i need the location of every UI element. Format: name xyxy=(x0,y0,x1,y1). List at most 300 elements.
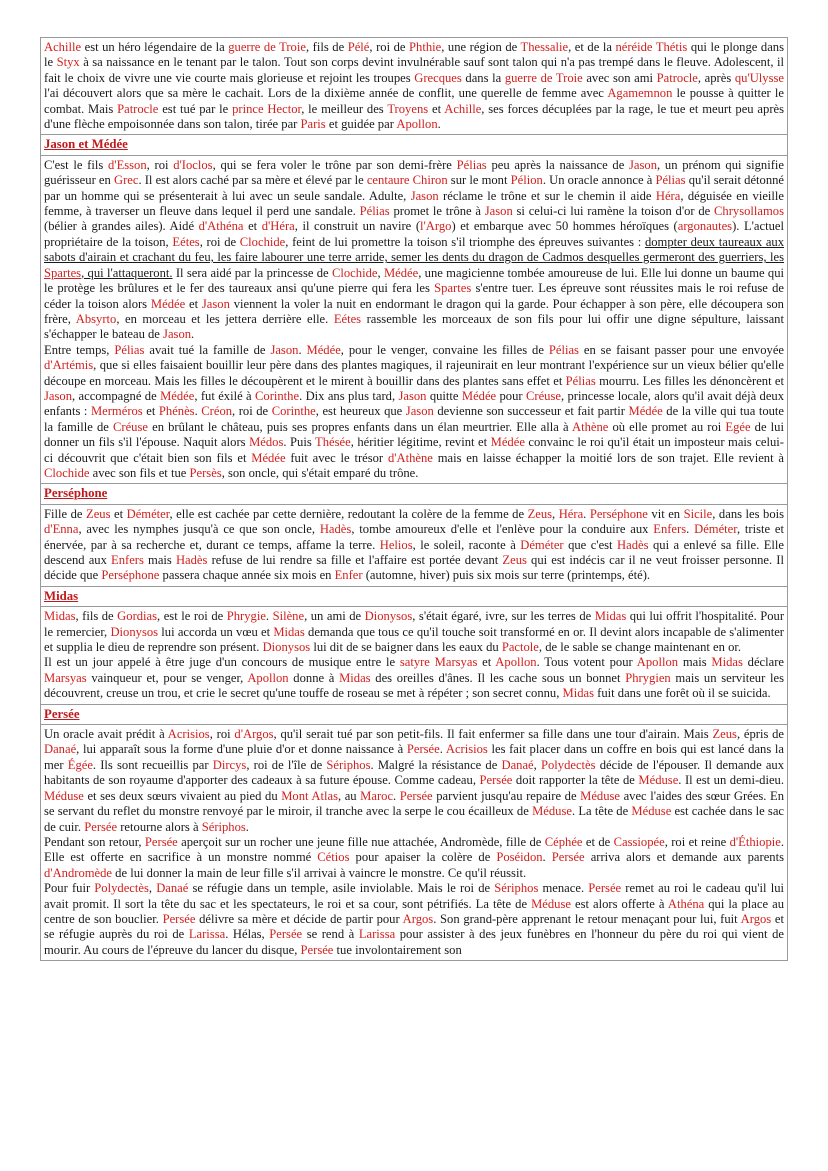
text-run: (automne, hiver) puis six mois sur terre (printemps, été). xyxy=(362,568,651,583)
mythology-name: Méduse xyxy=(631,804,672,819)
mythology-name: Absyrto xyxy=(75,311,117,326)
persephone-heading-row xyxy=(41,484,788,504)
text-run: peu après la naissance de xyxy=(486,157,630,172)
section-title-jason-medee: Jason et Médée xyxy=(44,137,128,152)
mythology-name: Pélias xyxy=(655,173,686,188)
text-run: . xyxy=(439,742,446,757)
mythology-name: Perséphone xyxy=(101,568,160,583)
mythology-name: Dionysos xyxy=(262,640,311,655)
mythology-name: Enfers xyxy=(111,553,144,567)
mythology-name: Enfers xyxy=(653,522,687,537)
mythology-name: Méduse xyxy=(580,788,620,803)
text-run: décide de l'épouser. Il demande aux habitants de son royaume d'apporter des cadeaux à sa future épouse. Comme cadeau, xyxy=(44,757,785,788)
mythology-name: Grec xyxy=(113,173,139,188)
text-run: où elle promet au roi xyxy=(608,419,726,434)
text-run: et xyxy=(142,404,159,419)
mythology-name: Corinthe xyxy=(271,404,316,419)
paragraph xyxy=(44,40,784,132)
text-run: l'ai découvert alors que sa mère le cachait. Lors de la dixième année de conflit, une querelle de femme avec xyxy=(44,86,608,101)
mythology-name: Eétes xyxy=(333,311,362,326)
text-run: . xyxy=(686,522,695,537)
mythology-name: Midas xyxy=(711,655,743,670)
text-run: , accompagné de xyxy=(72,388,161,403)
text-run: ) et embarque avec 50 hommes héroïques ( xyxy=(451,219,678,234)
text-run: mais xyxy=(143,553,176,567)
paragraph xyxy=(44,343,784,482)
text-run: mourru. Les filles les dénoncèrent et xyxy=(595,373,785,388)
mythology-name: Agamemnon xyxy=(607,86,673,101)
mythology-name: Larissa xyxy=(358,927,396,942)
mythology-name: Clochide xyxy=(239,234,286,249)
mythology-name: Corinthe xyxy=(255,388,300,403)
text-run: et xyxy=(428,101,445,116)
persee-body xyxy=(41,725,788,961)
mythology-name: Patrocle xyxy=(117,101,159,116)
mythology-name: d'Ioclos xyxy=(173,157,213,172)
text-run: , est heureux que xyxy=(315,404,406,419)
mythology-name: d'Esson xyxy=(108,157,147,172)
mythology-name: Egée xyxy=(725,419,751,434)
mythology-name: Créuse xyxy=(525,388,561,403)
jason-medee-body xyxy=(41,155,788,484)
mythology-name: Zeus xyxy=(502,553,527,567)
mythology-name: Poséidon xyxy=(496,850,543,865)
text-run: Il est un jour appelé à être juge d'un concours de musique entre le xyxy=(44,655,400,670)
midas-row xyxy=(41,607,788,704)
text-run: . xyxy=(583,506,590,521)
text-run: est alors offerte à xyxy=(570,896,668,911)
text-run: . Hélas, xyxy=(225,927,270,942)
mythology-name: Médée xyxy=(461,388,497,403)
mythology-name: Médée xyxy=(628,404,663,419)
text-run: Fille de xyxy=(44,506,86,521)
text-run: sur le mont xyxy=(447,173,511,188)
text-run: lui accorda un vœu et xyxy=(158,624,274,639)
text-run: des oreilles d'ânes. Il les cache sous un bonnet xyxy=(370,670,626,685)
text-run: . xyxy=(191,327,195,342)
section-title-midas: Midas xyxy=(44,588,79,603)
text-run: dompter deux taureaux aux sabots d'airain et crachant du feu, les faire labourer une terre arride, semer les dents du dragon de Cadmos desquelles germeront des guerriers, les xyxy=(44,234,784,265)
mythology-name: Phthie xyxy=(409,40,442,54)
text-run: . Il est alors caché par sa mère et élevé par le xyxy=(138,173,367,188)
mythology-name: Grecques xyxy=(414,70,462,85)
text-run: qui est indécis car il ne veut froisser personne. Il décide que xyxy=(44,553,784,583)
paragraph xyxy=(44,655,784,701)
text-run: , qui l'attaqueront. xyxy=(81,265,173,280)
text-run: et xyxy=(477,655,496,670)
text-run: . Il est un demi-dieu. xyxy=(678,773,784,788)
mythology-name: Sériphos xyxy=(326,757,371,772)
mythology-name: Jason xyxy=(163,327,192,342)
mythology-name: Dionysos xyxy=(364,609,413,624)
text-run: , pour le venger, convaine les filles de xyxy=(340,342,549,357)
persee-row xyxy=(41,725,788,961)
text-run: , roi de xyxy=(199,234,240,249)
mythology-name: Midas xyxy=(273,624,305,639)
persephone-body xyxy=(41,504,788,586)
mythology-name: Acrisios xyxy=(445,742,488,757)
mythology-name: d'Artémis xyxy=(44,358,94,373)
text-run: , avec les nymphes jusqu'à ce que son oncle, xyxy=(78,522,320,537)
mythology-name: Céphée xyxy=(544,834,583,849)
text-run: Entre temps, xyxy=(44,342,115,357)
paragraph xyxy=(44,158,784,343)
mythology-name: prince Hector xyxy=(232,101,302,116)
text-run: . Tous votent pour xyxy=(536,655,637,670)
text-run: . Ils sont recueillis par xyxy=(92,757,213,772)
mythology-name: Persée xyxy=(144,834,178,849)
mythology-name: Zeus xyxy=(86,506,111,521)
text-run: Il sera aidé par la princesse de xyxy=(172,265,332,280)
mythology-name: Déméter xyxy=(694,522,737,537)
mythology-name: Thessalie xyxy=(520,40,569,54)
text-run: Pour fuir xyxy=(44,881,95,896)
text-run: fuit avec le trésor xyxy=(285,450,388,465)
text-run: doit rapporter la tête de xyxy=(512,773,639,788)
text-run: et se réfugie auprès du roi de xyxy=(44,911,784,942)
text-run: arriva alors et demande aux parents xyxy=(584,850,784,865)
text-run: , feint de lui promettre la toison s'il triomphe des épreuves suivantes : xyxy=(285,234,645,249)
mythology-name: Méduse xyxy=(531,896,571,911)
mythology-name: Larissa xyxy=(188,927,226,942)
text-run: de la ville qui tua toute la famille de xyxy=(44,404,784,434)
mythology-name: Phrygien xyxy=(625,670,671,685)
text-run: (bélier à grandes ailes). Aidé xyxy=(44,219,199,234)
mythology-name: Danaé xyxy=(156,881,189,896)
text-run: avec son fils et tue xyxy=(89,465,190,480)
text-run: et xyxy=(185,296,202,311)
mythology-name: Thésée xyxy=(315,435,351,450)
text-run: , roi xyxy=(209,727,235,742)
mythology-name: Pélias xyxy=(456,157,487,172)
mythology-name: Danaé xyxy=(44,742,77,757)
mythology-name: Argos xyxy=(740,911,772,926)
text-run: , fut éxilé à xyxy=(194,388,255,403)
mythology-name: d'Héra xyxy=(261,219,295,234)
mythology-name: Égée xyxy=(67,757,93,772)
mythology-name: Pélias xyxy=(114,342,145,357)
mythology-name: Sériphos xyxy=(494,881,539,896)
text-run: , s'était égaré, ivre, sur les terres de xyxy=(412,609,595,624)
mythology-name: Dionysos xyxy=(110,624,159,639)
mythology-name: Merméros xyxy=(90,404,143,419)
mythology-name: d'Argos xyxy=(234,727,274,742)
mythology-name: Clochide xyxy=(44,465,90,480)
midas-heading-cell xyxy=(41,586,788,606)
text-run: quitte xyxy=(426,388,462,403)
mythology-name: Pélion xyxy=(510,173,543,188)
text-run: , tombe amoureux d'elle et l'enlève pour la conduire aux xyxy=(351,522,654,537)
mythology-name: guerre de Troie xyxy=(228,40,306,54)
mythology-name: Gordias xyxy=(117,609,158,624)
text-run: , en morceau et les jettera derrière elle. xyxy=(116,311,334,326)
text-run: se réfugie dans un temple, asile inviolable. Mais le roi de xyxy=(188,881,495,896)
text-run: est cachée dans le sac de cuir. xyxy=(44,804,785,834)
mythology-name: Hadès xyxy=(617,537,649,552)
mythology-name: Pélé xyxy=(347,40,370,54)
text-run: . xyxy=(194,404,202,419)
mythology-name: Midas xyxy=(339,670,371,685)
text-run: , xyxy=(377,265,384,280)
text-run: , son oncle, qui s'était emparé du trône. xyxy=(221,465,419,480)
mythology-name: Jason xyxy=(484,204,513,219)
text-run: qui le plonge dans le xyxy=(44,40,784,70)
mythology-name: Persée xyxy=(406,742,440,757)
text-run: est un héro légendaire de la xyxy=(81,40,229,54)
mythology-name: Sériphos xyxy=(201,819,246,834)
text-run: . xyxy=(437,117,441,132)
text-run: , un prénom qui signifie guérisseur en xyxy=(44,157,784,188)
text-run: pour xyxy=(496,388,526,403)
mythology-name: Persée xyxy=(399,788,433,803)
mythology-name: Pactole xyxy=(501,640,539,655)
paragraph xyxy=(44,507,784,584)
text-run: qu'il serait détonné par un homme qui se présenterait à lui avec un seule sandale. Adulte, xyxy=(44,173,785,203)
mythology-name: Héra xyxy=(558,506,584,521)
mythology-name: Médée xyxy=(383,265,419,280)
text-run: , xyxy=(552,506,559,521)
text-run: remet au roi le cadeau qu'il lui avait promit. Il sort la tête du sac et les spectateurs, le roi et sa cour, sont pétrifiés. La tête de xyxy=(44,881,784,911)
text-run: . xyxy=(265,609,273,624)
text-run: mais xyxy=(678,655,712,670)
mythology-name: Enfer xyxy=(334,568,363,583)
mythology-name: Chrysollamos xyxy=(714,204,784,219)
persephone-heading-cell xyxy=(41,484,788,504)
text-run: et de xyxy=(582,834,614,849)
mythology-name: Athéna xyxy=(667,896,705,911)
mythology-name: Troyens xyxy=(387,101,429,116)
text-run: donne à xyxy=(288,670,340,685)
text-run: devienne son successeur et fait partir xyxy=(433,404,629,419)
text-run: , au xyxy=(337,788,361,803)
mythology-name: guerre de Troie xyxy=(504,70,583,85)
mythology-name: Apollon xyxy=(247,670,289,685)
mythology-name: néréide Thétis xyxy=(615,40,688,54)
text-run: . Dix ans plus tard, xyxy=(299,388,399,403)
mythology-name: Perséphone xyxy=(589,506,648,521)
mythology-name: Patrocle xyxy=(656,70,698,85)
mythology-name: Mont Atlas xyxy=(281,788,338,803)
mythology-name: d'Athéna xyxy=(198,219,244,234)
mythology-name: Spartes xyxy=(434,281,472,296)
text-run: avec son ami xyxy=(582,70,657,85)
text-run: tue involontairement son xyxy=(333,942,462,957)
text-run: les fait placer dans un coffre en bois qui est lancé dans la mer xyxy=(44,742,784,772)
text-run: en brûlant le château, puis ses propres enfants dans un élan meurtrier. Elle alla à xyxy=(147,419,572,434)
text-run: , après xyxy=(697,70,735,85)
text-run: réclame le trône et sur le chemin il aide xyxy=(438,188,656,203)
text-run: déclare xyxy=(742,655,784,670)
mythology-name: Pélias xyxy=(548,342,579,357)
mythology-name: Médée xyxy=(251,450,286,465)
mythology-name: Acrisios xyxy=(167,727,210,742)
text-run: , ses forces décuplées par la rage, le tue et meurt peu après d'une flèche empoisonnée dans son talon, tirée par xyxy=(44,101,785,132)
mythology-name: Jason xyxy=(201,296,230,311)
text-run: , fils de xyxy=(75,609,118,624)
mythology-name: Spartes xyxy=(44,265,82,280)
mythology-name: Midas xyxy=(562,686,594,701)
paragraph xyxy=(44,835,784,881)
text-run: en se faisant passer pour une envoyée xyxy=(578,342,785,357)
text-run: et xyxy=(243,219,262,234)
text-run: , que si elles faisaient bouillir leur père dans des plantes magiques, il rajeunirait en leur montrant l'expérience sur un vieux bélier qu'elle découpe en morceau. Mais les filles le découpèrent et le mirent à bouillir dans des plantes sans effet et xyxy=(44,358,784,388)
mythology-name: d'Éthiopie xyxy=(729,834,781,849)
text-run: , déguisée en vieille femme, à traverser un fleuve dans lequel il perd une sandale. xyxy=(44,188,784,219)
mythology-name: Jason xyxy=(398,388,427,403)
mythology-name: Médos xyxy=(249,435,284,450)
mythology-name: Persée xyxy=(269,927,303,942)
text-run: , roi et reine xyxy=(664,834,730,849)
mythology-name: Apollon xyxy=(495,655,537,670)
text-run: à sa naissance en le tenant par le talon. Tout son corps devint invulnérable sauf sont talon qui n'a pas trempé dans le fleuve. Adolescent, il fait le choix de vivre une vie courte mais glorieuse et rejoint les troupes xyxy=(44,55,784,85)
text-run: Pendant son retour, xyxy=(44,834,145,849)
mythology-name: Athène xyxy=(571,419,609,434)
mythology-name: Persée xyxy=(479,773,513,788)
mythology-name: Méduse xyxy=(44,788,84,803)
text-run: promet le trône à xyxy=(389,204,485,219)
mythology-name: Phénès xyxy=(158,404,195,419)
text-run: , princesse locale, alors qu'il avait déjà deux enfants : xyxy=(44,388,784,419)
paragraph xyxy=(44,609,784,655)
mythology-name: Paris xyxy=(300,117,326,132)
midas-body xyxy=(41,607,788,704)
text-run: qui la place au centre de son bouclier. xyxy=(44,896,784,926)
mythology-name: Jason xyxy=(270,342,299,357)
text-run: . xyxy=(298,342,307,357)
mythology-name: Pélias xyxy=(565,373,596,388)
mythology-name: Jason xyxy=(405,404,434,419)
mythology-name: argonautes xyxy=(677,219,733,234)
mythology-name: Persée xyxy=(162,911,196,926)
mythology-name: Jason xyxy=(629,157,658,172)
mythology-name: Pélias xyxy=(359,204,390,219)
mythology-name: Apollon xyxy=(636,655,679,670)
mythology-name: Déméter xyxy=(520,537,564,552)
text-run: , roi de xyxy=(369,40,410,54)
text-run: qui lui offrit l'hospitalité. Pour le remercier, xyxy=(44,609,785,639)
text-run: . Son grand-père apprenant le retour menaçant pour lui, fuit xyxy=(433,911,741,926)
mythology-name: Midas xyxy=(44,609,76,624)
text-run: , fils de xyxy=(305,40,348,54)
mythology-name: Dircys xyxy=(212,757,247,772)
mythology-name: Médée xyxy=(160,388,195,403)
mythology-name: Zeus xyxy=(527,506,553,521)
paragraph xyxy=(44,727,784,835)
mythology-name: Cétios xyxy=(317,850,350,865)
mythology-name: satyre Marsyas xyxy=(399,655,478,670)
text-run: aperçoit sur un rocher une jeune fille nue attachée, Andromède, fille de xyxy=(177,834,545,849)
text-run: . Malgré la résistance de xyxy=(370,757,502,772)
text-run: et guidée par xyxy=(325,117,397,132)
text-run: , qui se fera voler le trône par son demi-frère xyxy=(212,157,457,172)
mythology-name: Achille xyxy=(444,101,482,116)
text-run: menace. xyxy=(538,881,589,896)
text-run: demanda que tous ce qu'il touche soit transformé en or. Il devint alors incapable de s'alimenter et supplia le dieu de reprendre son présent. xyxy=(44,624,784,655)
mythology-name: Argos xyxy=(402,911,434,926)
text-run: dans la xyxy=(461,70,505,85)
mythology-name: Cassiopée xyxy=(613,834,665,849)
myth-table xyxy=(40,37,788,961)
text-run: C'est le fils xyxy=(44,157,108,172)
text-run: , xyxy=(533,757,541,772)
persee-heading-row xyxy=(41,704,788,724)
mythology-name: Clochide xyxy=(331,265,378,280)
text-run: vainqueur et, pour se venger, xyxy=(86,670,248,685)
mythology-name: Apollon xyxy=(396,117,438,132)
text-run: . xyxy=(245,819,249,834)
text-run: se rend à xyxy=(302,927,359,942)
text-run: . Puis xyxy=(283,435,316,450)
text-run: pour apaiser la colère de xyxy=(349,850,497,865)
mythology-name: d'Athène xyxy=(387,450,433,465)
text-run: , héritier légitime, revint et xyxy=(350,435,491,450)
text-run: , dans les bois xyxy=(712,506,785,521)
text-run: avait tué la famille de xyxy=(144,342,271,357)
text-run: , est le roi de xyxy=(157,609,227,624)
text-run: retourne alors à xyxy=(117,819,202,834)
text-run: vit en xyxy=(647,506,684,521)
text-run: , elle est cachée par cette dernière, redoutant la colère de la femme de xyxy=(169,506,528,521)
text-run: , roi de xyxy=(232,404,272,419)
mythology-name: Persée xyxy=(300,942,334,957)
text-run: , roi xyxy=(146,157,174,172)
text-run: avec l'aides des sœur Grées. En se servant du reflet du monstre renvoyé par le miroir, il tranche avec la serpe le cou écailleux de xyxy=(44,788,784,819)
jason-medee-heading-row xyxy=(41,135,788,155)
text-run: le pousse à quitter le combat. Mais xyxy=(44,86,784,116)
mythology-name: Médée xyxy=(306,342,341,357)
text-run: , lui apparaît sous la forme d'une pluie d'or et donne naissance à xyxy=(76,742,407,757)
text-run: , il construit un navire ( xyxy=(294,219,421,234)
text-run: et ses deux sœurs vivaient au pied du xyxy=(83,788,282,803)
mythology-name: Hadès xyxy=(319,522,352,537)
mythology-name: Danaé xyxy=(501,757,534,772)
text-run: Un oracle avait prédit à xyxy=(44,727,168,742)
mythology-name: Persée xyxy=(588,881,622,896)
persephone-row xyxy=(41,504,788,586)
text-run: lui dit de se baigner dans les eaux du xyxy=(310,640,502,655)
mythology-name: Silène xyxy=(272,609,305,624)
mythology-name: Polydectès xyxy=(540,757,596,772)
paragraph xyxy=(44,881,784,958)
text-run: . La tête de xyxy=(571,804,632,819)
text-run: . xyxy=(393,788,400,803)
midas-heading-row xyxy=(41,586,788,606)
text-run: de lui donner la main de leur fille s'il arrivai à vaincre le monstre. Ce qu'il réussit. xyxy=(112,865,527,880)
text-run: ). L'actuel propriétaire de la toison, xyxy=(44,219,784,249)
text-run: viennent la voler la nuit en endormant le dragon qui la garde. Pour échapper à son père, elle découpera son frère, xyxy=(44,296,784,326)
text-run: est tué par le xyxy=(158,101,233,116)
mythology-name: Persès xyxy=(189,465,222,480)
mythology-name: Achille xyxy=(44,40,82,54)
mythology-name: Midas xyxy=(594,609,627,624)
mythology-name: Méduse xyxy=(532,804,572,819)
myth-document xyxy=(40,37,788,961)
text-run: parvient jusqu'au repaire de xyxy=(432,788,581,803)
text-run: , xyxy=(148,881,157,896)
text-run: , de le sable se change maintenant en or. xyxy=(538,640,742,655)
text-run: mais un serviteur les découvrent, creuse un trou, et crie le secret qu'une touffe de roseau se met à répéter ; son secret connu, xyxy=(44,670,784,701)
mythology-name: l'Argo xyxy=(420,219,452,234)
mythology-name: Eétes xyxy=(172,234,200,249)
mythology-name: Helios xyxy=(379,537,413,552)
text-run: s'entre tuer. Les épreuve sont réussites mais le roi refuse de céder la toison alors xyxy=(44,281,784,311)
text-run: . Elle est offerte en sacrifice à un monstre nommé xyxy=(44,834,785,865)
mythology-name: Sicile xyxy=(683,506,713,521)
mythology-name: Persée xyxy=(84,819,118,834)
achille-row xyxy=(41,38,788,135)
text-run: rassemble les morceaux de son fils pour lui offir une digne sépulture, laissant s'échapper le bateau de xyxy=(44,311,784,342)
text-run: mais en laisse échapper la moitié lors de son trajet. Elle revient à xyxy=(432,450,784,465)
